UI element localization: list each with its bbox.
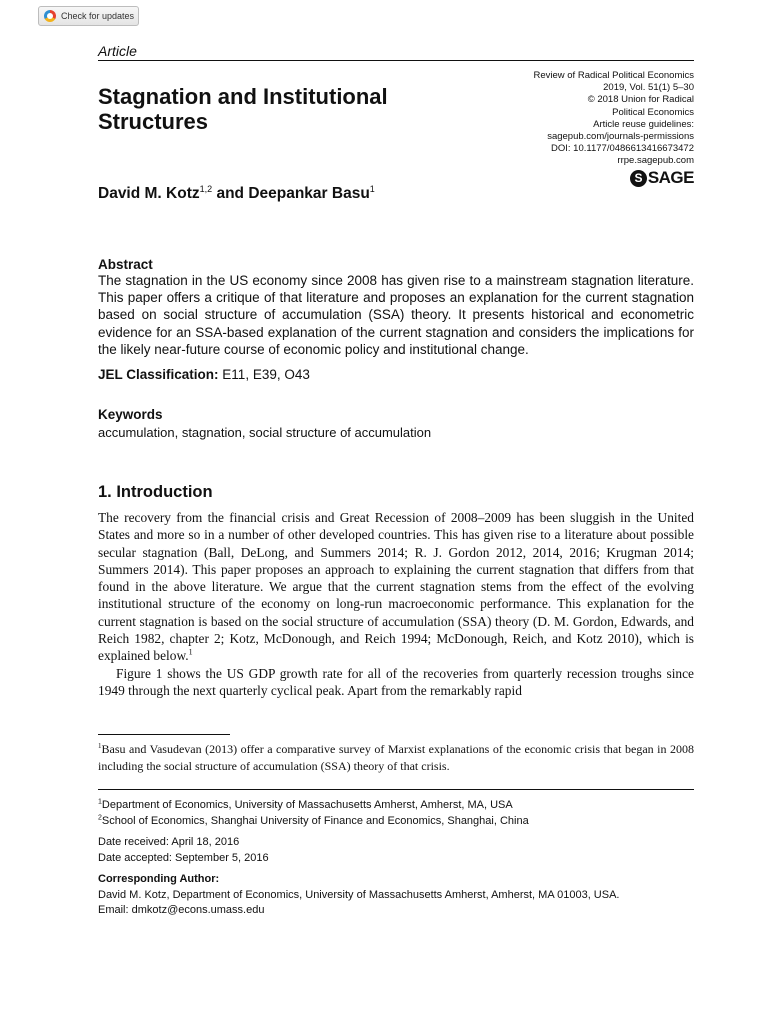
body-paragraph: Figure 1 shows the US GDP growth rate for all of the recoveries from quarterly recession troughs since 1949 through the next quarterly cyclical peak. Apart from the remarkably rapid xyxy=(98,665,694,698)
footnote-number: 1 xyxy=(98,742,102,750)
abstract-text: The stagnation in the US economy since 2008 has given rise to a mainstream stagnation literature. This paper offers a critique of that literature and proposes an explanation for the current stagnation based on social structure of accumulation (SSA) theory. It presents historical and econometric evidence for an SSA-based explanation of the current stagnation and considers the implications for the likely near-future course of economic policy and institutional change. xyxy=(98,273,694,357)
section-heading: 1. Introduction xyxy=(98,483,213,501)
affiliation-divider xyxy=(98,789,694,790)
reuse-guidelines-label: Article reuse guidelines: xyxy=(593,118,694,130)
jel-codes: E11, E39, O43 xyxy=(218,367,310,382)
header-divider xyxy=(98,60,694,61)
affiliations xyxy=(98,798,529,829)
date-accepted: Date accepted: September 5, 2016 xyxy=(98,851,269,864)
crossmark-icon xyxy=(44,10,56,22)
keywords-heading: Keywords xyxy=(98,407,163,422)
author-name: Deepankar Basu xyxy=(248,185,370,202)
body-text xyxy=(98,509,694,699)
submission-dates xyxy=(98,835,269,866)
sage-logo-text: SAGE xyxy=(647,168,694,187)
jel-label: JEL Classification: xyxy=(98,367,219,382)
journal-meta xyxy=(434,70,694,168)
date-received: Date received: April 18, 2016 xyxy=(98,836,240,848)
check-for-updates-label: Check for updates xyxy=(61,11,135,21)
corresponding-author xyxy=(98,872,619,919)
journal-site-link[interactable]: rrpe.sagepub.com xyxy=(617,155,694,167)
author-line xyxy=(98,185,375,203)
footnote-divider xyxy=(98,734,230,735)
keywords-text: accumulation, stagnation, social structure of accumulation xyxy=(98,425,432,440)
author-affiliation-marker: 1 xyxy=(369,183,375,194)
doi-link[interactable]: DOI: 10.1177/0486613416673472 xyxy=(551,143,694,155)
footnote-text: Basu and Vasudevan (2013) offer a comparative survey of Marxist explanations of the economic crisis that began in 2008 including the social structure of accumulation (SSA) theory of that crisis. xyxy=(98,742,694,773)
journal-volume: 2019, Vol. 51(1) 5–30 xyxy=(603,82,694,94)
affiliation-item xyxy=(98,814,529,830)
corresponding-author-email[interactable]: Email: dmkotz@econs.umass.edu xyxy=(98,904,265,916)
author-connector: and xyxy=(212,185,249,202)
article-type-label: Article xyxy=(98,43,137,59)
affiliation-marker: 2 xyxy=(98,813,102,821)
copyright-line: © 2018 Union for Radical xyxy=(587,94,694,106)
footnote-marker[interactable]: 1 xyxy=(188,647,193,657)
journal-name: Review of Radical Political Economics xyxy=(533,70,694,81)
jel-classification xyxy=(98,367,310,382)
body-paragraph xyxy=(98,509,694,665)
sage-logo xyxy=(630,168,694,188)
author-name: David M. Kotz xyxy=(98,185,200,202)
affiliation-item xyxy=(98,798,529,814)
check-for-updates-button[interactable] xyxy=(38,6,139,26)
corresponding-author-address: David M. Kotz, Department of Economics, University of Massachusetts Amherst, Amherst, MA 01003, USA. xyxy=(98,888,620,901)
sage-s-icon: S xyxy=(630,170,647,187)
paragraph-text: The recovery from the financial crisis and Great Recession of 2008–2009 has been sluggish in the United States and more so in a number of other developed countries. This has given rise to a literature about possible secular stagnation (Ball, DeLong, and Summers 2014; R. J. Gordon 2012, 2014, 2016; Krugman 2014; Summers 2014). This paper proposes an approach to explaining the current stagnation that differs from that found in the above literature. We argue that the current stagnation stems from the effect of the evolving institutional structure of the economy on long-run macroeconomic performance. This explanation for the current stagnation is based on the social structure of accumulation (SSA) theory (D. M. Gordon, Edwards, and Reich 1982, chapter 2; Kotz, McDonough, and Reich 1994; McDonough, Reich, and Kotz 2010), which is explained below. xyxy=(98,510,694,664)
abstract-heading: Abstract xyxy=(98,257,153,272)
author-affiliation-marker: 1,2 xyxy=(199,183,213,194)
copyright-holder: Political Economics xyxy=(612,106,694,118)
corresponding-author-heading: Corresponding Author: xyxy=(98,873,220,885)
affiliation-text: Department of Economics, University of Massachusetts Amherst, Amherst, MA, USA xyxy=(101,799,513,811)
footnote xyxy=(98,741,694,774)
affiliation-marker: 1 xyxy=(98,798,102,806)
affiliation-text: School of Economics, Shanghai University of Finance and Economics, Shanghai, China xyxy=(101,814,529,827)
permissions-link[interactable]: sagepub.com/journals-permissions xyxy=(547,131,694,143)
paper-title: Stagnation and Institutional Structures xyxy=(98,84,388,134)
